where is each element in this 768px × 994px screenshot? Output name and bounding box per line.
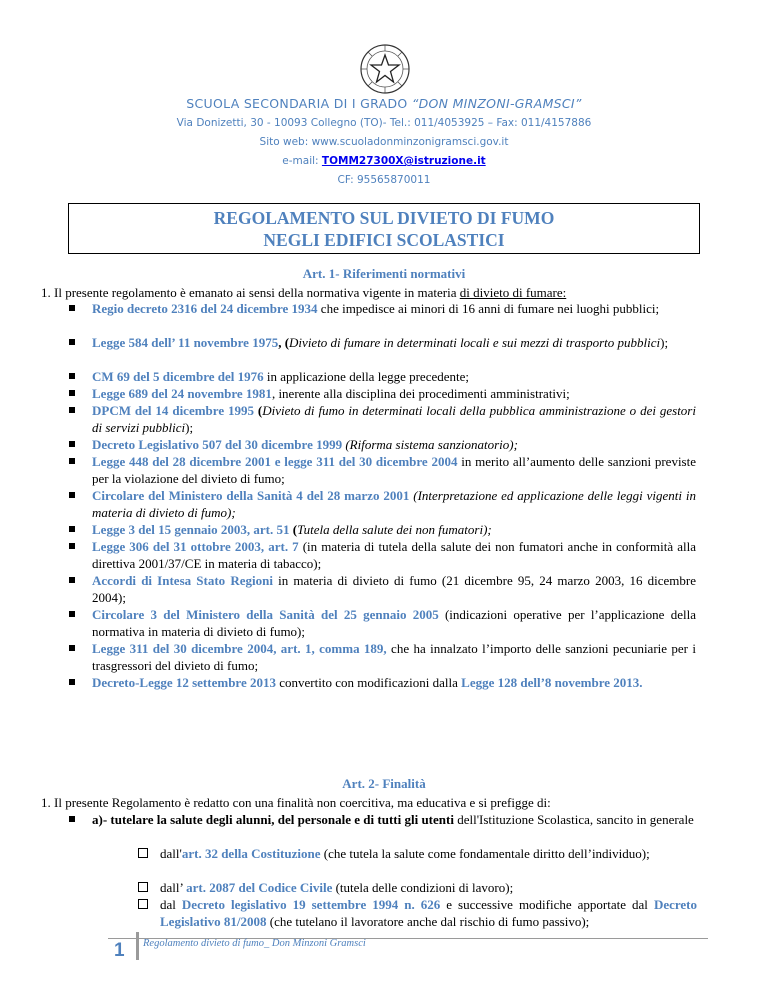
list-item: DPCM del 14 dicembre 1995 (Divieto di fumo in determinati locali della pubblica amministrazione o dei gestori di servizi pubblici); [92,402,696,436]
list-item: Accordi di Intesa Stato Regioni in materia di divieto di fumo (21 dicembre 95, 24 marzo 2003, 16 dicembre 2004); [92,572,696,606]
list-item: Decreto Legislativo 507 del 30 dicembre 1999 (Riforma sistema sanzionatorio); [92,436,696,453]
sub-list-item: dall'art. 32 della Costituzione (che tutela la salute come fondamentale diritto dell’individuo); [160,845,697,862]
list-item: Legge 3 del 15 gennaio 2003, art. 51 (Tutela della salute dei non fumatori); [92,521,696,538]
school-address: Via Donizetti, 30 - 10093 Collegno (TO)- Tel.: 011/4053925 – Fax: 011/4157886 [176,117,592,129]
list-item: CM 69 del 5 dicembre del 1976 in applicazione della legge precedente; [92,368,696,385]
art1-intro: 1. Il presente regolamento è emanato ai sensi della normativa vigente in materia di divieto di fumare: [41,285,567,300]
sub-list-item: dall’ art. 2087 del Codice Civile (tutela delle condizioni di lavoro); [160,879,697,896]
checkbox-icon [138,899,148,909]
school-email: e-mail: TOMM27300X@istruzione.it [282,155,486,167]
checkbox-icon [138,848,148,858]
list-item: Decreto-Legge 12 settembre 2013 convertito con modificazioni dalla Legge 128 dell’8 novembre 2013. [92,674,696,691]
list-item: Circolare del Ministero della Sanità 4 del 28 marzo 2001 (Interpretazione ed applicazione delle leggi vigenti in materia di divieto di fumo); [92,487,696,521]
school-name: SCUOLA SECONDARIA DI I GRADO “DON MINZONI-GRAMSCI” [186,96,582,111]
art1-heading: Art. 1- Riferimenti normativi [302,266,466,281]
list-item: a)- tutelare la salute degli alunni, del personale e di tutti gli utenti dell'Istituzione Scolastica, sancito in generale [92,811,696,828]
list-item: Legge 306 del 31 ottobre 2003, art. 7 (in materia di tutela della salute dei non fumatori anche in conformità alla direttiva 2001/37/CE in materia di tabacco); [92,538,696,572]
footer-text: Regolamento divieto di fumo_ Don Minzoni Gramsci [143,938,366,949]
document-title: REGOLAMENTO SUL DIVIETO DI FUMO NEGLI EDIFICI SCOLASTICI [68,203,700,254]
school-cf: CF: 95565870011 [337,174,431,186]
list-item: Legge 584 dell’ 11 novembre 1975, (Divieto di fumare in determinati locali e sui mezzi di trasporto pubblici); [92,334,696,351]
list-item: Legge 689 del 24 novembre 1981, inerente alla disciplina dei procedimenti amministrativi; [92,385,696,402]
art2-heading: Art. 2- Finalità [342,776,426,791]
list-item: Legge 448 del 28 dicembre 2001 e legge 311 del 30 dicembre 2004 in merito all’aumento delle sanzioni previste per la violazione del divieto di fumo; [92,453,696,487]
list-item: Regio decreto 2316 del 24 dicembre 1934 che impedisce ai minori di 16 anni di fumare nei luoghi pubblici; [92,300,696,317]
page-number: 1 [114,940,125,961]
email-link[interactable]: TOMM27300X@istruzione.it [321,155,486,167]
emblem-icon [358,42,412,96]
school-website: Sito web: www.scuoladonminzonigramsci.gov.it [259,136,509,148]
art2-intro: 1. Il presente Regolamento è redatto con una finalità non coercitiva, ma educativa e si prefigge di: [41,795,551,810]
list-item: Circolare 3 del Ministero della Sanità del 25 gennaio 2005 (indicazioni operative per l’applicazione della normativa in materia di divieto di fumo); [92,606,696,640]
footer-separator [136,932,139,960]
list-item: Legge 311 del 30 dicembre 2004, art. 1, comma 189, che ha innalzato l’importo delle sanzioni pecuniarie per i trasgressori del divieto di fumo; [92,640,696,674]
sub-list-item: dal Decreto legislativo 19 settembre 1994 n. 626 e successive modifiche apportate dal Decreto Legislativo 81/2008 (che tutelano il lavoratore anche dal rischio di fumo passivo); [160,896,697,930]
checkbox-icon [138,882,148,892]
